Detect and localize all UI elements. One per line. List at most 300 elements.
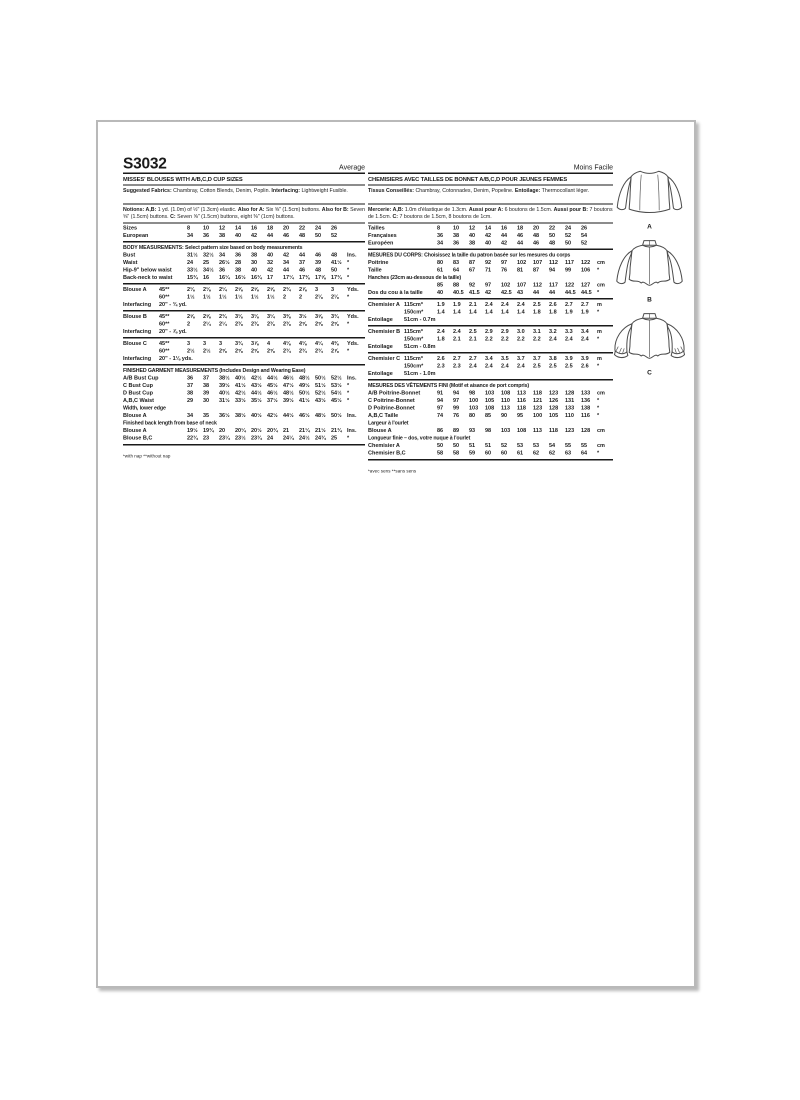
value-cell: 3.7 — [533, 355, 541, 362]
value-cell: 23½ — [235, 435, 246, 441]
text-segment: 1.0m d'élastique de 1.3cm. — [403, 206, 469, 213]
table-row — [123, 355, 365, 363]
value-cell: 38 — [235, 267, 242, 273]
value-cell: 34 — [437, 240, 444, 246]
value-cell: 19½ — [187, 427, 198, 434]
value-cell: 8 — [437, 225, 441, 231]
value-cell: 50 — [315, 232, 322, 239]
value-cell: 93 — [469, 427, 476, 434]
value-cell: 123 — [565, 427, 575, 434]
value-cell: 108 — [501, 390, 511, 396]
value-cell: 42 — [267, 267, 274, 273]
table-row — [123, 382, 365, 390]
value-cell: 3 — [187, 340, 191, 347]
row-unit: cm — [597, 390, 605, 396]
value-cell: 2.4 — [485, 363, 493, 369]
row-sublabel: 150cm* — [404, 336, 424, 342]
value-cell: 2⅝ — [219, 348, 227, 354]
value-cell: 87 — [533, 267, 540, 273]
value-cell: 3⅝ — [315, 313, 323, 320]
value-cell: 52½ — [315, 390, 326, 396]
value-cell: 2.7 — [453, 355, 461, 362]
value-cell: 24¼ — [283, 435, 294, 441]
text-segment: Entoilage: — [514, 187, 541, 194]
value-cell: 128 — [549, 405, 559, 411]
value-cell: 2⅝ — [235, 348, 243, 354]
value-cell: 1.4 — [517, 309, 525, 315]
table-row — [368, 259, 613, 267]
value-cell: 106 — [581, 267, 591, 273]
value-cell: 91 — [437, 390, 444, 396]
value-cell: 44 — [533, 289, 540, 296]
value-cell: 38½ — [235, 412, 246, 419]
value-cell: 131 — [565, 397, 575, 404]
value-cell: 1½ — [251, 294, 259, 300]
row-label: Blouse B,C — [123, 435, 153, 441]
value-cell: 44.5 — [565, 289, 576, 296]
value-cell: 36 — [437, 232, 444, 239]
value-cell: 63 — [565, 450, 572, 456]
value-cell: 15¾ — [187, 274, 198, 281]
value-cell: 1.4 — [453, 309, 461, 315]
value-cell: 20¾ — [267, 427, 278, 434]
row-label: A/B Poitrine-Bonnet — [368, 390, 421, 396]
english-footnote: *with nap **without nap — [123, 453, 171, 459]
row-sublabel: 45** — [159, 286, 170, 293]
table-row — [123, 412, 365, 420]
blouse-b-illustration — [612, 236, 687, 295]
value-cell: 17⅜ — [299, 274, 310, 281]
blouse-b-label: B — [647, 295, 652, 303]
value-cell: 2.7 — [581, 301, 589, 308]
table-row — [368, 298, 613, 309]
value-cell: 48 — [315, 267, 322, 273]
value-cell: 3½ — [299, 313, 307, 320]
value-cell: 44.5 — [581, 289, 592, 296]
table-row — [368, 370, 613, 378]
value-cell: 121 — [533, 397, 543, 404]
value-cell: 3.8 — [549, 355, 557, 362]
value-cell: 2.6 — [581, 363, 589, 369]
value-cell: 95 — [517, 412, 524, 419]
table-row — [123, 283, 365, 294]
value-cell: 105 — [485, 397, 495, 404]
value-cell: 107 — [517, 282, 527, 288]
row-label: Françaises — [368, 232, 397, 239]
blouse-a-illustration — [612, 163, 687, 222]
value-cell: 108 — [517, 427, 527, 434]
value-cell: 138 — [581, 405, 591, 411]
value-cell: 2.4 — [565, 336, 573, 342]
value-cell: 24½ — [299, 435, 310, 441]
row-label: Chemisier C — [368, 355, 401, 362]
value-cell: 98 — [469, 390, 476, 396]
value-cell: 54 — [549, 442, 556, 449]
table-row — [123, 390, 365, 398]
difficulty-label-english: Average — [339, 163, 365, 171]
value-cell: 3¾ — [331, 313, 339, 320]
value-cell: 23¼ — [219, 435, 230, 441]
value-cell: 89 — [453, 427, 460, 434]
table-row — [368, 336, 613, 344]
section-heading-row: Hanches (23cm au-dessous de la taille) — [368, 274, 461, 281]
value-cell: 1.9 — [453, 301, 461, 308]
value-cell: 32½ — [203, 252, 214, 258]
value-cell: 4⅜ — [331, 340, 339, 347]
row-label: Blouse B — [123, 313, 147, 320]
value-cell: 20¼ — [235, 427, 246, 434]
value-cell: 3 — [203, 340, 207, 347]
section-heading-row: MESURES DU CORPS: Choisissez la taille du patron basée sur les mesures du corps — [368, 249, 613, 260]
value-cell: 2¾ — [315, 348, 323, 354]
value-cell: 42 — [501, 240, 508, 246]
row-unit: m — [597, 328, 602, 335]
value-cell: 108 — [485, 405, 495, 411]
value-cell: 2.6 — [437, 355, 445, 362]
value-cell: 3⅛ — [251, 313, 259, 320]
value-cell: 52½ — [331, 375, 342, 381]
value-cell: 39½ — [219, 382, 230, 389]
text-segment: Chambray, Cotonnades, Denim, Popeline. — [414, 187, 515, 194]
row-unit: cm — [597, 442, 605, 449]
value-cell: 38 — [187, 390, 194, 396]
value-cell: 2¼ — [203, 321, 211, 327]
value-cell: 23 — [203, 435, 210, 441]
value-cell: 1.4 — [469, 309, 477, 315]
value-cell: 40 — [469, 232, 476, 239]
table-row — [123, 225, 365, 233]
row-unit: Yds. — [347, 313, 359, 320]
value-cell: 46 — [283, 232, 290, 239]
value-cell: 40 — [485, 240, 492, 246]
table-row — [368, 232, 613, 240]
value-cell: 62 — [533, 450, 540, 456]
value-cell: 64 — [581, 450, 588, 456]
value-cell: 42½ — [235, 390, 246, 396]
value-cell: 113 — [517, 390, 526, 396]
value-cell: 117 — [565, 259, 574, 266]
value-cell: 50 — [453, 442, 460, 449]
value-cell: 2⅝ — [187, 313, 195, 320]
value-cell: 2.7 — [469, 355, 477, 362]
section-heading-row: Finished back length from base of neck — [123, 420, 217, 426]
row-label: Interfacing — [123, 328, 152, 335]
value-cell: 49½ — [299, 382, 310, 389]
row-label: Dos du cou à la taille — [368, 289, 423, 296]
value-cell: 110 — [501, 397, 510, 404]
value-cell: 3 — [331, 286, 335, 293]
value-cell: 42 — [251, 232, 258, 239]
value-cell: 2⅛ — [187, 286, 195, 293]
row-text: 20" - ⅞ yd. — [159, 328, 187, 335]
text-segment: Seven ⅝" (1.5cm) buttons, eight ⅜" (1cm) buttons. — [175, 213, 295, 220]
value-cell: 2.4 — [437, 328, 445, 335]
value-cell: 128 — [581, 427, 591, 434]
blouse-b-figure — [610, 236, 689, 303]
value-cell: 20 — [533, 225, 540, 231]
french-paragraph — [368, 205, 613, 224]
value-cell: 26 — [581, 225, 588, 231]
value-cell: 47½ — [283, 382, 294, 389]
value-cell: 2 — [187, 321, 191, 327]
value-cell: 99 — [453, 405, 460, 411]
value-cell: 102 — [501, 282, 511, 288]
value-cell: 36 — [219, 267, 226, 273]
value-cell: 23¾ — [251, 435, 262, 441]
value-cell: 42 — [283, 252, 290, 258]
value-cell: 28 — [235, 259, 242, 266]
value-cell: 24 — [565, 225, 572, 231]
value-cell: 83 — [453, 259, 460, 266]
value-cell: 3.7 — [517, 355, 525, 362]
value-cell: 17¾ — [331, 274, 342, 281]
table-row — [123, 435, 365, 443]
table-row — [123, 397, 365, 405]
value-cell: 2.5 — [469, 328, 477, 335]
value-cell: 52 — [581, 240, 588, 246]
value-cell: 87 — [469, 259, 476, 266]
value-cell: 67 — [469, 267, 476, 273]
table-row — [368, 427, 613, 435]
row-unit: Ins. — [347, 252, 357, 258]
value-cell: 21 — [283, 427, 290, 434]
row-text: 51cm - 1.0m — [404, 370, 436, 377]
value-cell: 40 — [437, 289, 444, 296]
row-sublabel: 60** — [159, 348, 170, 354]
value-cell: 1½ — [203, 294, 211, 300]
french-measurement-table — [368, 224, 613, 461]
value-cell: 45½ — [331, 397, 342, 404]
table-row — [368, 282, 613, 290]
text-segment: C: — [392, 213, 399, 220]
value-cell: 48 — [299, 232, 306, 239]
row-unit: Yds. — [347, 340, 359, 347]
value-cell: 16 — [251, 225, 258, 231]
row-label: Chemisier A — [368, 442, 400, 449]
value-cell: 80 — [437, 259, 444, 266]
value-cell: 3¾ — [235, 340, 243, 347]
value-cell: 2½ — [187, 348, 195, 354]
value-cell: 58 — [437, 450, 444, 456]
value-cell: 46 — [299, 267, 306, 273]
french-column — [368, 151, 613, 474]
value-cell: 50 — [437, 442, 444, 449]
value-cell: 39 — [315, 259, 322, 266]
table-row — [368, 325, 613, 336]
value-cell: 2.4 — [581, 336, 589, 342]
value-cell: 1.8 — [533, 309, 541, 315]
table-row — [123, 232, 365, 240]
value-cell: 35½ — [251, 397, 262, 404]
value-cell: 22 — [299, 225, 306, 231]
text-segment: Lightweight Fusible. — [300, 187, 348, 194]
value-cell: 2¾ — [219, 313, 227, 320]
value-cell: 3⅛ — [235, 313, 243, 320]
table-row — [123, 337, 365, 348]
row-unit: * — [347, 294, 350, 300]
row-sublabel: 60** — [159, 294, 170, 300]
value-cell: 50 — [549, 232, 556, 239]
value-cell: 44 — [517, 240, 524, 246]
value-cell: 3 — [219, 340, 223, 347]
value-cell: 2.4 — [517, 301, 525, 308]
text-segment: Aussi pour A: — [468, 206, 504, 213]
value-cell: 2½ — [203, 348, 211, 354]
value-cell: 17⅝ — [315, 274, 326, 281]
table-row — [123, 294, 365, 302]
value-cell: 38½ — [219, 375, 230, 381]
value-cell: 46 — [517, 232, 524, 239]
row-unit: * — [597, 363, 600, 369]
table-row — [368, 289, 613, 297]
row-text: 51cm - 0.7m — [404, 316, 436, 323]
value-cell: 17 — [267, 274, 274, 281]
table-row — [123, 274, 365, 282]
row-unit: * — [347, 382, 350, 389]
row-unit: m — [597, 301, 602, 308]
value-cell: 40.5 — [453, 289, 464, 296]
value-cell: 41.5 — [469, 289, 480, 296]
value-cell: 36 — [453, 240, 460, 246]
text-segment: Chambray, Cotton Blends, Denim, Poplin. — [171, 187, 272, 194]
row-unit: cm — [597, 259, 605, 266]
value-cell: 94 — [453, 390, 460, 396]
value-cell: 1.4 — [501, 309, 509, 315]
value-cell: 97 — [501, 259, 508, 266]
value-cell: 42½ — [267, 412, 278, 419]
text-segment: Also for B: — [321, 206, 349, 213]
value-cell: 2⅛ — [203, 286, 211, 293]
value-cell: 3 — [315, 286, 319, 293]
value-cell: 14 — [235, 225, 242, 231]
value-cell: 3¼ — [267, 313, 275, 320]
row-sublabel: 45** — [159, 340, 170, 347]
value-cell: 1½ — [219, 294, 227, 300]
value-cell: 2⅜ — [251, 321, 259, 327]
table-row — [123, 310, 365, 321]
value-cell: 98 — [485, 427, 492, 434]
value-cell: 118 — [549, 427, 558, 434]
row-unit: * — [597, 267, 600, 273]
value-cell: 31½ — [219, 397, 230, 404]
row-unit: * — [347, 274, 350, 281]
value-cell: 61 — [517, 450, 524, 456]
value-cell: 94 — [437, 397, 444, 404]
row-unit: cm — [597, 427, 605, 434]
row-label: A,B,C Taille — [368, 412, 399, 419]
value-cell: 127 — [581, 282, 591, 288]
value-cell: 4¼ — [315, 340, 323, 347]
value-cell: 19¾ — [203, 427, 214, 434]
value-cell: 103 — [469, 405, 479, 411]
row-label: Chemisier B — [368, 328, 401, 335]
value-cell: 97 — [437, 405, 444, 411]
value-cell: 26½ — [219, 259, 230, 266]
value-cell: 102 — [517, 259, 527, 266]
english-measurement-table — [123, 224, 365, 446]
row-label: C Poitrine-Bonnet — [368, 397, 415, 404]
text-segment: Also for A: — [237, 206, 265, 213]
table-row — [123, 301, 365, 309]
value-cell: 31½ — [187, 252, 198, 258]
value-cell: 52 — [565, 232, 572, 239]
row-sublabel: 115cm* — [404, 355, 423, 362]
value-cell: 40 — [235, 232, 242, 239]
table-row — [368, 405, 613, 413]
french-section-title: CHEMISIERS AVEC TAILLES DE BONNET A/B,C,D POUR JEUNES FEMMES — [368, 174, 613, 186]
value-cell: 113 — [533, 427, 542, 434]
row-unit: * — [347, 259, 350, 266]
english-column — [123, 151, 365, 459]
instruction-sheet — [96, 120, 696, 988]
value-cell: 35 — [203, 412, 210, 419]
value-cell: 50½ — [315, 375, 326, 381]
value-cell: 36 — [187, 375, 194, 381]
value-cell: 61 — [437, 267, 444, 273]
value-cell: 3⅜ — [283, 313, 291, 320]
value-cell: 55 — [565, 442, 572, 449]
row-label: Entoilage — [368, 316, 393, 323]
text-segment: Aussi pour B: — [553, 206, 589, 213]
value-cell: 33½ — [187, 267, 198, 273]
value-cell: 2.4 — [549, 336, 557, 342]
value-cell: 3.2 — [549, 328, 557, 335]
value-cell: 37 — [299, 259, 306, 266]
row-label: Blouse A — [123, 427, 147, 434]
text-segment: 1 yd. (1.0m) of ½" (1.3cm) elastic. — [156, 206, 238, 213]
value-cell: 16¼ — [219, 274, 230, 281]
row-label: D Poitrine-Bonnet — [368, 405, 415, 411]
text-segment: C: — [170, 213, 176, 220]
row-unit: * — [597, 309, 600, 315]
value-cell: 2.1 — [469, 301, 477, 308]
value-cell: 1½ — [235, 294, 243, 300]
english-paragraph — [123, 186, 365, 205]
value-cell: 1½ — [267, 294, 275, 300]
value-cell: 37 — [187, 382, 194, 389]
value-cell: 38 — [251, 252, 258, 258]
row-unit: * — [347, 348, 350, 354]
value-cell: 50½ — [331, 412, 342, 419]
value-cell: 2⅝ — [299, 321, 307, 327]
text-segment: 7 boutons de 1.5cm, 8 boutons de 1cm. — [398, 213, 492, 220]
section-heading-row: Largeur à l'ourlet — [368, 420, 409, 426]
row-label: Bust — [123, 252, 136, 258]
row-label: Blouse A — [123, 412, 147, 419]
english-header — [123, 151, 365, 174]
value-cell: 2⅝ — [315, 321, 323, 327]
value-cell: 48½ — [315, 412, 326, 419]
value-cell: 2.6 — [549, 301, 557, 308]
value-cell: 105 — [549, 412, 559, 419]
row-label: European — [123, 232, 149, 239]
row-unit: Ins. — [347, 427, 357, 434]
row-label: Chemisier A — [368, 301, 400, 308]
pattern-number: S3032 — [123, 154, 167, 172]
value-cell: 25 — [203, 259, 210, 266]
blouse-a-figure — [610, 163, 689, 230]
value-cell: 40 — [267, 252, 274, 258]
value-cell: 51½ — [315, 382, 326, 389]
row-unit: * — [597, 412, 600, 419]
value-cell: 21¼ — [299, 427, 310, 434]
section-heading-row: MESURES DES VÊTEMENTS FINI (Motif et aisance de port compris) — [368, 379, 613, 390]
value-cell: 112 — [533, 282, 542, 288]
value-cell: 24 — [267, 435, 274, 441]
table-row — [123, 267, 365, 275]
text-segment: 6 boutons de 1.5cm. — [503, 206, 554, 213]
value-cell: 16 — [203, 274, 210, 281]
